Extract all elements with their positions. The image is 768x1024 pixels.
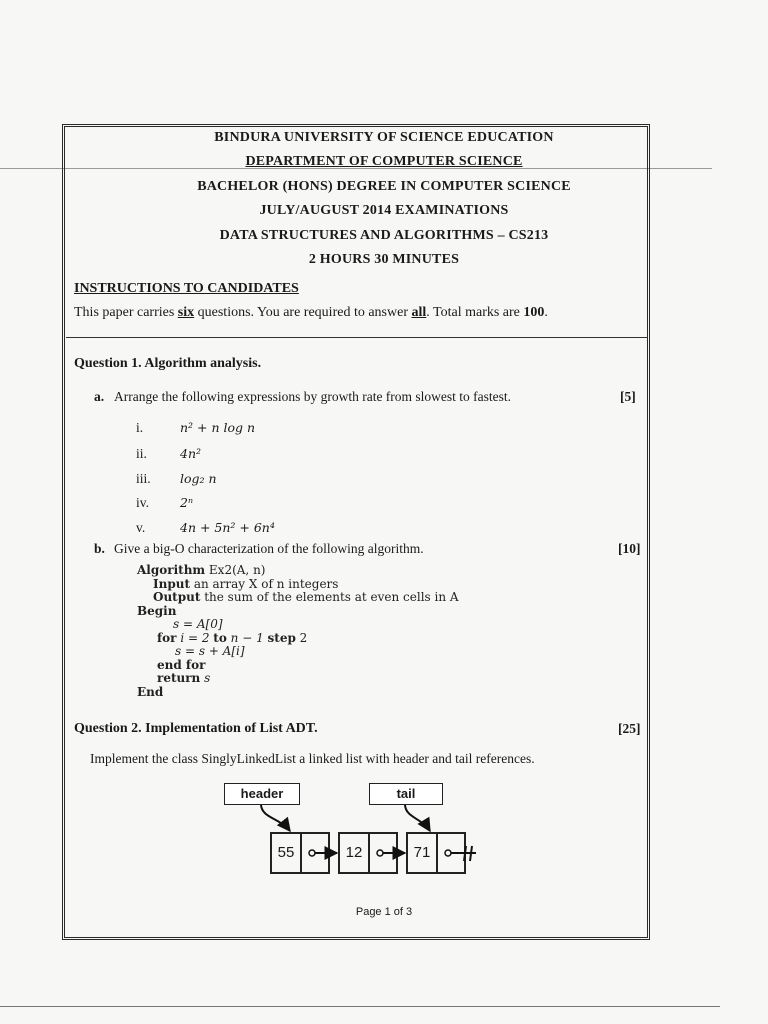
instructions-heading: INSTRUCTIONS TO CANDIDATES xyxy=(74,281,299,296)
algo-keyword: end for xyxy=(157,657,206,672)
pointer-dot xyxy=(309,850,315,856)
q2-text: Implement the class SinglyLinkedList a linked list with header and tail references. xyxy=(90,751,535,766)
instructions-text-part1: This paper carries xyxy=(74,305,178,320)
algo-text: an array X of n integers xyxy=(190,576,339,591)
null-tick xyxy=(464,846,466,861)
q1a-item-expr: log₂ n xyxy=(180,471,217,486)
q1a-item-num: ii. xyxy=(136,446,147,461)
algo-keyword: End xyxy=(137,684,164,699)
degree-title: BACHELOR (HONS) DEGREE IN COMPUTER SCIENCE xyxy=(197,179,571,194)
department-name: DEPARTMENT OF COMPUTER SCIENCE xyxy=(245,154,523,169)
algo-keyword: return xyxy=(157,671,201,685)
algo-keyword: step xyxy=(267,630,296,645)
null-tick xyxy=(470,846,472,861)
instructions-six: six xyxy=(177,305,195,320)
instructions-text-part4: . xyxy=(544,305,548,320)
q1b-marks: [10] xyxy=(618,541,641,556)
tail-reference-label: tail xyxy=(369,783,443,805)
pointer-dot xyxy=(377,850,383,856)
q1a-item-num: v. xyxy=(136,520,146,535)
q2-title: Question 2. Implementation of List ADT. xyxy=(74,721,318,736)
page-number: Page 1 of 3 xyxy=(355,906,413,918)
q1a-item-num: i. xyxy=(136,420,144,435)
instructions-text-part3: . Total marks are xyxy=(426,305,524,320)
q1-title: Question 1. Algorithm analysis. xyxy=(74,356,262,371)
q1a-marks: [5] xyxy=(620,389,636,404)
q1a-label: a. xyxy=(94,389,105,404)
q1a-item-num: iv. xyxy=(136,495,149,510)
q1a-item-expr: 4n + 5n² + 6n⁴ xyxy=(180,520,275,535)
header-arrow xyxy=(261,805,290,831)
algo-text: 2 xyxy=(295,630,308,645)
q1a-item-expr: n² + n log n xyxy=(180,420,256,435)
algo-text: the sum of the elements at even cells in A xyxy=(200,590,459,604)
q1a-text: Arrange the following expressions by growth rate from slowest to fastest. xyxy=(114,389,512,404)
q2-marks: [25] xyxy=(618,721,641,736)
node-value: 71 xyxy=(408,834,438,872)
pointer-dot xyxy=(445,850,451,856)
exam-session: JULY/AUGUST 2014 EXAMINATIONS xyxy=(259,203,509,218)
algo-text: n − 1 xyxy=(226,630,268,645)
algo-keyword: for xyxy=(157,630,177,645)
algo-keyword: Algorithm xyxy=(137,563,206,577)
tail-arrow xyxy=(405,805,430,831)
algo-text: s xyxy=(200,671,211,685)
instructions-text-part2: questions. You are required to answer xyxy=(194,305,412,320)
algo-keyword: Output xyxy=(153,590,201,604)
q1a-item-expr: 4n² xyxy=(180,446,202,461)
instructions-total: 100 xyxy=(523,305,545,320)
exam-duration: 2 HOURS 30 MINUTES xyxy=(308,252,460,267)
algo-text: s = s + A[i] xyxy=(175,644,245,658)
header-reference-label: header xyxy=(224,783,300,805)
node-value: 12 xyxy=(340,834,370,872)
course-title: DATA STRUCTURES AND ALGORITHMS – CS213 xyxy=(219,228,549,243)
algo-keyword: Input xyxy=(153,576,190,591)
algo-text: i = 2 xyxy=(176,630,214,645)
q1b-text: Give a big-O characterization of the following algorithm. xyxy=(114,541,424,556)
algo-text: s = A[0] xyxy=(173,617,223,631)
node-value: 55 xyxy=(272,834,302,872)
q1a-item-num: iii. xyxy=(136,471,151,486)
algo-keyword: Begin xyxy=(137,603,177,618)
algo-text: Ex2(A, n) xyxy=(205,563,266,577)
university-name: BINDURA UNIVERSITY OF SCIENCE EDUCATION xyxy=(214,130,554,145)
algo-keyword: to xyxy=(213,630,227,645)
instructions-all: all xyxy=(411,305,427,320)
q1b-label: b. xyxy=(94,541,105,556)
q1a-item-expr: 2ⁿ xyxy=(180,495,194,510)
